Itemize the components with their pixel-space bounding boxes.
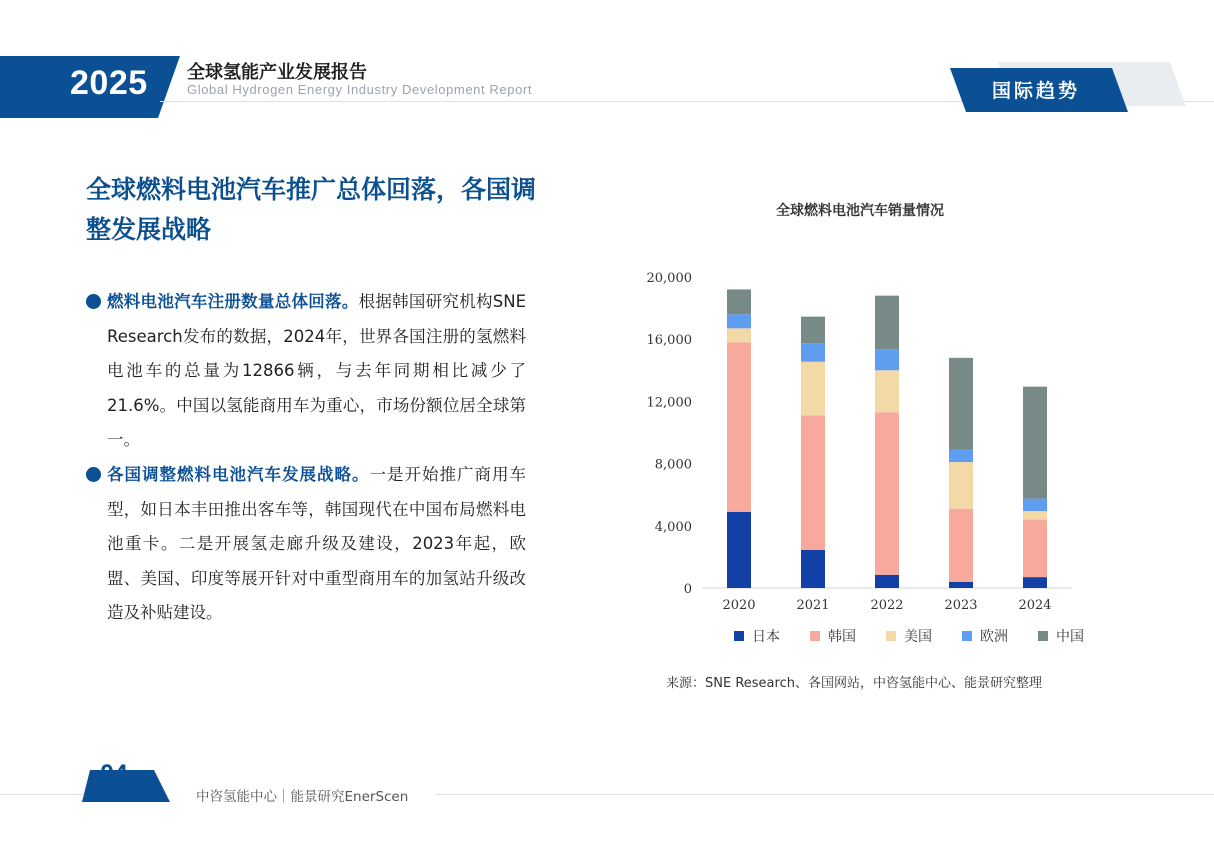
footer-org: 中咨氢能中心｜能景研究EnerScen <box>196 789 409 805</box>
bar-segment-2022-中国 <box>875 296 899 350</box>
bullet-text: 一是开始推广商用车型，如日本丰田推出客车等，韩国现代在中国布局燃料电池重卡。二是开展氢走廊升级及建设，2023年起，欧盟、美国、印度等展开针对中重型商用车的加氢站升级改造及补贴建设。 <box>107 465 526 623</box>
bar-segment-2024-中国 <box>1023 387 1047 499</box>
bar-segment-2022-美国 <box>875 370 899 412</box>
bar-segment-2021-中国 <box>801 317 825 343</box>
sales-chart <box>640 190 1084 700</box>
bar-segment-2023-韩国 <box>949 509 973 582</box>
page-title: 全球燃料电池汽车推广总体回落，各国调整发展战略 <box>86 175 537 244</box>
bar-segment-2024-欧洲 <box>1023 499 1047 511</box>
bar-segment-2024-日本 <box>1023 577 1047 588</box>
bar-segment-2024-美国 <box>1023 511 1047 520</box>
bullet-lead: 各国调整燃料电池汽车发展战略。 <box>107 465 370 484</box>
bar-segment-2024-韩国 <box>1023 520 1047 578</box>
bar-segment-2023-日本 <box>949 582 973 588</box>
bullet-item-2 <box>86 458 526 631</box>
bullet-lead: 燃料电池汽车注册数量总体回落。 <box>107 292 359 311</box>
legend-label-欧洲: 欧洲 <box>980 629 1008 645</box>
bar-segment-2020-美国 <box>727 328 751 342</box>
bullet-dot-icon <box>86 467 101 482</box>
x-tick-label: 2021 <box>796 598 830 613</box>
bar-segment-2020-中国 <box>727 289 751 314</box>
chart-canvas <box>640 190 1084 670</box>
bar-segment-2022-欧洲 <box>875 349 899 370</box>
bar-segment-2020-欧洲 <box>727 314 751 328</box>
bar-segment-2021-美国 <box>801 362 825 416</box>
y-tick-label: 0 <box>683 582 692 597</box>
x-tick-label: 2022 <box>870 598 904 613</box>
footer-divider-left <box>0 794 84 795</box>
bar-segment-2022-韩国 <box>875 412 899 574</box>
y-tick-label: 12,000 <box>646 395 692 411</box>
report-subtitle: Global Hydrogen Energy Industry Development Report <box>187 82 533 97</box>
bar-segment-2021-韩国 <box>801 415 825 550</box>
legend-swatch-美国 <box>886 631 896 641</box>
bar-segment-2020-日本 <box>727 512 751 588</box>
source-note: 来源：SNE Research、各国网站，中咨氢能中心、能景研究整理 <box>666 676 1042 691</box>
y-tick-label: 20,000 <box>646 271 692 286</box>
legend-swatch-欧洲 <box>962 631 972 641</box>
legend-swatch-韩国 <box>810 631 820 641</box>
legend-swatch-日本 <box>734 631 744 641</box>
bar-segment-2023-中国 <box>949 358 973 450</box>
footer-divider-right <box>436 794 1214 795</box>
bar-segment-2023-美国 <box>949 462 973 509</box>
y-tick-label: 4,000 <box>654 519 692 535</box>
page-number: 04 <box>100 760 128 788</box>
bar-segment-2021-日本 <box>801 550 825 588</box>
y-tick-label: 8,000 <box>654 457 692 473</box>
y-tick-label: 16,000 <box>646 333 692 349</box>
report-title: 全球氢能产业发展报告 <box>187 62 367 83</box>
x-tick-label: 2024 <box>1018 598 1052 613</box>
legend-swatch-中国 <box>1038 631 1048 641</box>
report-year: 2025 <box>70 64 148 102</box>
bullet-item-1 <box>86 285 526 458</box>
section-label: 国际趋势 <box>992 80 1081 102</box>
legend-label-中国: 中国 <box>1056 629 1084 645</box>
bar-segment-2022-日本 <box>875 575 899 588</box>
legend-label-韩国: 韩国 <box>828 629 856 645</box>
chart-title: 全球燃料电池汽车销量情况 <box>776 203 944 219</box>
x-tick-label: 2020 <box>722 598 756 613</box>
bar-segment-2021-欧洲 <box>801 343 825 362</box>
bar-segment-2020-韩国 <box>727 342 751 511</box>
bullet-dot-icon <box>86 294 101 309</box>
bullet-text: 根据韩国研究机构SNE Research发布的数据，2024年，世界各国注册的氢燃料电池车的总量为12866辆，与去年同期相比减少了21.6%。中国以氢能商用车为重心，市场份额位居全球第一。 <box>107 292 526 450</box>
legend-label-日本: 日本 <box>752 629 780 645</box>
x-tick-label: 2023 <box>944 598 978 613</box>
bar-segment-2023-欧洲 <box>949 450 973 462</box>
legend-label-美国: 美国 <box>904 629 932 645</box>
